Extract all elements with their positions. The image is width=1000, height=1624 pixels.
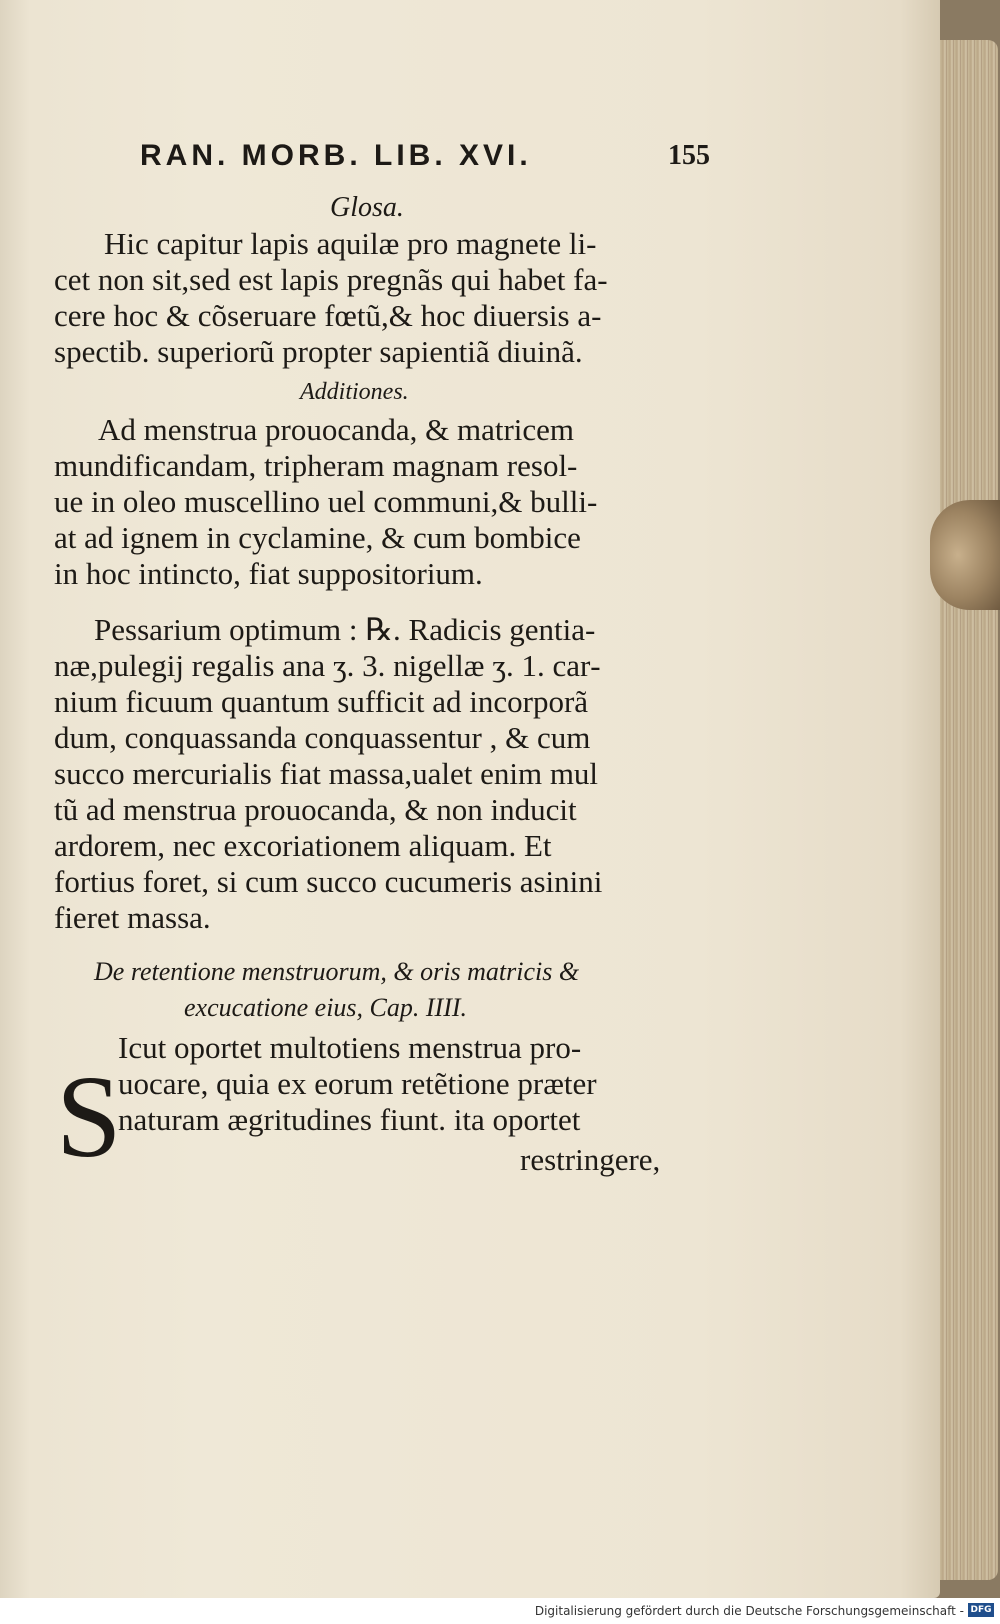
paragraph-line: ue in oleo muscellino uel communi,& bulli‑: [54, 484, 598, 519]
paragraph-line: Icut oportet multotiens menstrua pro‑: [118, 1030, 582, 1065]
chapter-title-line: De retentione menstruorum, & oris matricis &: [94, 957, 580, 986]
page-number: 155: [668, 140, 710, 171]
paragraph-line: næ,pulegij regalis ana ʒ. 3. nigellæ ʒ. 1. car‑: [54, 648, 601, 683]
paragraph-line: in hoc intincto, fiat suppositorium.: [54, 556, 483, 591]
footer-bar: [0, 1598, 1000, 1624]
chapter-title-line: excucatione eius, Cap. IIII.: [184, 993, 468, 1022]
paragraph-line: fieret massa.: [54, 900, 211, 935]
funding-credit: Digitalisierung gefördert durch die Deutsche Forschungsgemeinschaft -: [534, 1604, 964, 1618]
thumb-holding-page: [930, 500, 1000, 610]
paragraph-line: succo mercurialis fiat massa,ualet enim mul: [54, 756, 599, 791]
glosa-line: spectib. superiorũ propter sapientiã diuinã.: [54, 334, 583, 369]
paragraph-line: Pessarium optimum : ℞. Radicis gentia‑: [94, 612, 596, 647]
running-title: RAN. MORB. LIB. XVI.: [140, 139, 532, 172]
paragraph-line: naturam ægritudines fiunt. ita oportet: [118, 1102, 581, 1137]
paragraph-line: at ad ignem in cyclamine, & cum bombice: [54, 520, 581, 555]
paragraph-line: nium ficuum quantum sufficit ad incorporã: [54, 684, 589, 719]
catchword: restringere,: [520, 1142, 661, 1177]
drop-cap: S: [56, 1051, 122, 1182]
glosa-line: cet non sit,sed est lapis pregnãs qui habet fa‑: [54, 262, 608, 297]
paragraph-line: fortius foret, si cum succo cucumeris asinini: [54, 864, 603, 899]
additiones-heading: Additiones.: [300, 379, 409, 405]
paragraph-line: ardorem, nec excoriationem aliquam. Et: [54, 828, 552, 863]
paragraph-line: uocare, quia ex eorum retẽtione præter: [118, 1066, 597, 1101]
book-page-edges: [940, 40, 998, 1580]
paragraph-line: dum, conquassanda conquassentur , & cum: [54, 720, 591, 755]
glosa-line: Hic capitur lapis aquilæ pro magnete li‑: [104, 226, 597, 261]
paragraph-line: Ad menstrua prouocanda, & matricem: [98, 412, 575, 447]
glosa-line: cere hoc & cõseruare fœtũ,& hoc diuersis a‑: [54, 298, 602, 333]
paragraph-line: mundificandam, tripheram magnam resol‑: [54, 448, 578, 483]
glosa-heading: Glosa.: [330, 192, 404, 223]
dfg-logo: DFG: [968, 1603, 994, 1617]
paragraph-line: tũ ad menstrua prouocanda, & non inducit: [54, 792, 577, 827]
